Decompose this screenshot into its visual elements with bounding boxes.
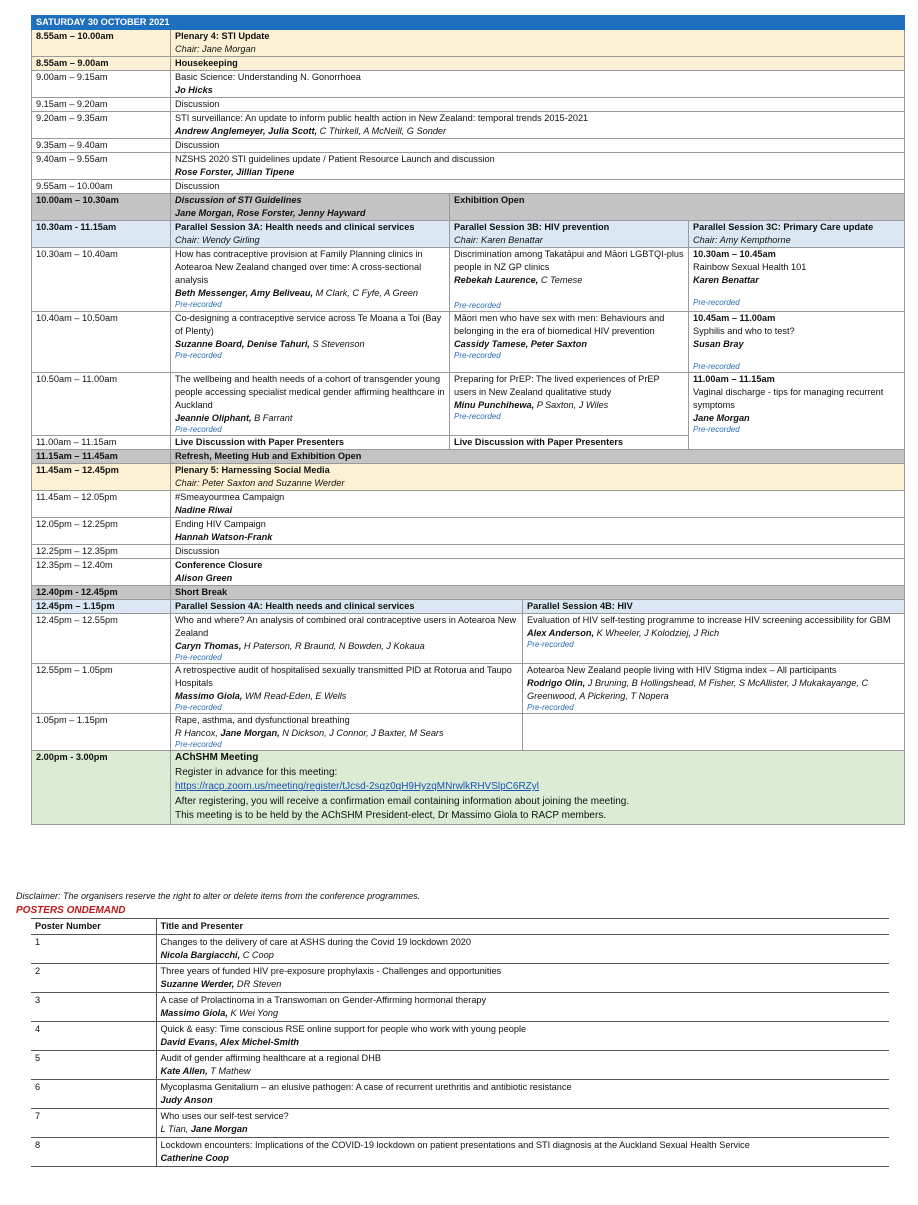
talk-title: Discussion: [171, 545, 905, 559]
talk-coauthors: S Stevenson: [309, 339, 365, 349]
talk-time: 10.40am – 10.50am: [32, 312, 171, 373]
talk-title: Syphilis and who to test?: [693, 326, 795, 336]
talk-presenter: Jane Morgan,: [220, 728, 280, 738]
talk-title: How has contraceptive provision at Family Planning clinics in Aotearoa New Zealand changed over time: A cross-sectional analysis: [175, 249, 423, 285]
talk-time: 12.05pm – 12.25pm: [32, 518, 171, 545]
prerecorded-label: Pre-recorded: [454, 412, 501, 421]
programme-table: [31, 15, 905, 825]
talk-coauthors: R Hancox,: [175, 728, 221, 738]
talk-title: Co-designing a contraceptive service across Te Moana a Toi (Bay of Plenty): [175, 313, 442, 336]
poster-title: Audit of gender affirming healthcare at a regional DHB: [160, 1053, 381, 1063]
poster-title-header: Title and Presenter: [156, 919, 889, 935]
session-3c-title: Parallel Session 3C: Primary Care update: [693, 222, 874, 232]
prerecorded-label: Pre-recorded: [175, 653, 222, 662]
session-3b-chair: Chair: Karen Benattar: [454, 235, 543, 245]
talk-presenter: Rebekah Laurence,: [454, 275, 539, 285]
poster-number: 6: [31, 1080, 156, 1109]
poster-presenter: Suzanne Werder,: [160, 979, 235, 989]
live-discussion-3b: Live Discussion with Paper Presenters: [450, 436, 689, 450]
talk-time: 12.55pm – 1.05pm: [32, 664, 171, 714]
talk-time: 10.45am – 11.00am: [693, 313, 776, 323]
talk-time: 12.35pm – 12.40m: [32, 559, 171, 586]
poster-row: [31, 993, 889, 1022]
talk-title: Rape, asthma, and dysfunctional breathing: [175, 715, 350, 725]
talk-presenter: Caryn Thomas,: [175, 641, 242, 651]
poster-title: Lockdown encounters: Implications of the COVID-19 lockdown on patient presentations and STI diagnosis at the Auckland Sexual Health Service: [160, 1140, 750, 1150]
poster-coauthors: DR Steven: [234, 979, 282, 989]
talk-presenter: Rose Forster, Jillian Tipene: [175, 167, 295, 177]
poster-number-header: Poster Number: [31, 919, 156, 935]
poster-presenter: Catherine Coop: [160, 1153, 229, 1163]
exhibition-label: Exhibition Open: [450, 194, 905, 221]
prerecorded-label: Pre-recorded: [454, 351, 501, 360]
parallel4-header: [32, 600, 905, 614]
session-time: 8.55am – 9.00am: [32, 57, 171, 71]
talk-presenter: Hannah Watson-Frank: [175, 532, 273, 542]
session-title: Plenary 5: Harnessing Social Media: [175, 465, 330, 475]
poster-number: 2: [31, 964, 156, 993]
talk-time: 9.35am – 9.40am: [32, 139, 171, 153]
poster-number: 4: [31, 1022, 156, 1051]
talk-title: Basic Science: Understanding N. Gonorrhoea: [175, 72, 361, 82]
programme-table-wrap: [31, 15, 904, 825]
poster-title: Who uses our self-test service?: [160, 1111, 289, 1121]
poster-title: A case of Prolactinoma in a Transwoman on Gender-Affirming hormonal therapy: [160, 995, 487, 1005]
poster-row: [31, 1080, 889, 1109]
poster-number: 7: [31, 1109, 156, 1138]
session-names: Jane Morgan, Rose Forster, Jenny Hayward: [175, 208, 366, 218]
session-time: 11.15am – 11.45am: [32, 450, 171, 464]
poster-title: Mycoplasma Genitalium – an elusive pathogen: A case of recurrent urethritis and antibiotic resistance: [160, 1082, 572, 1092]
talk-time: 12.25pm – 12.35pm: [32, 545, 171, 559]
session-3c-chair: Chair: Amy Kempthorne: [693, 235, 791, 245]
talk-coauthors: J Bruning, B Hollingshead, M Fisher, S McAllister, J Mukakayange, C Greenwood, A Pickering, T Nopera: [527, 678, 869, 701]
prerecorded-label: Pre-recorded: [527, 640, 574, 649]
refresh-row: [32, 450, 905, 464]
poster-coauthors: L Tian,: [160, 1124, 191, 1134]
poster-number: 1: [31, 935, 156, 964]
prerecorded-label: Pre-recorded: [693, 298, 740, 307]
prerecorded-label: Pre-recorded: [693, 425, 740, 434]
talk-row: [32, 373, 905, 436]
session-chair: Chair: Peter Saxton and Suzanne Werder: [175, 478, 345, 488]
talk-row: [32, 180, 905, 194]
poster-presenter: Judy Anson: [160, 1095, 213, 1105]
talk-row: [32, 112, 905, 139]
talk-time: 11.45am – 12.05pm: [32, 491, 171, 518]
talk-row: [32, 559, 905, 586]
prerecorded-label: Pre-recorded: [175, 300, 222, 309]
poster-row: [31, 964, 889, 993]
talk-title: Discussion: [171, 139, 905, 153]
talk-title: Aotearoa New Zealand people living with HIV Stigma index – All participants: [527, 665, 837, 675]
talk-coauthors: H Paterson, R Braund, N Bowden, J Kokaua: [241, 641, 425, 651]
talk-title: NZSHS 2020 STI guidelines update / Patient Resource Launch and discussion: [175, 154, 495, 164]
talk-time: 9.20am – 9.35am: [32, 112, 171, 139]
poster-row: [31, 1051, 889, 1080]
session-title: Plenary 4: STI Update: [175, 31, 270, 41]
prerecorded-label: Pre-recorded: [454, 301, 501, 310]
talk-presenter: Suzanne Board, Denise Tahuri,: [175, 339, 310, 349]
talk-coauthors: B Farrant: [251, 413, 293, 423]
session-title: Refresh, Meeting Hub and Exhibition Open: [171, 450, 905, 464]
meeting-register-text: Register in advance for this meeting:: [175, 766, 338, 778]
poster-number: 3: [31, 993, 156, 1022]
meeting-host-text: This meeting is to be held by the AChSHM President-elect, Dr Massimo Giola to RACP members.: [175, 810, 607, 821]
talk-coauthors: K Wheeler, J Kolodziej, J Rich: [594, 628, 720, 638]
disclaimer: Disclaimer: The organisers reserve the right to alter or delete items from the conference programmes.: [16, 891, 421, 901]
meeting-row: [32, 751, 905, 825]
talk-title: Who and where? An analysis of combined oral contraceptive users in Aotearoa New Zealand: [175, 615, 517, 638]
talk-time: 9.15am – 9.20am: [32, 98, 171, 112]
talk-title: Rainbow Sexual Health 101: [693, 262, 807, 272]
posters-header-row: [31, 919, 889, 935]
talk-time: 11.00am – 11.15am: [693, 374, 775, 384]
poster-title: Quick & easy: Time conscious RSE online support for people who work with young people: [160, 1024, 527, 1034]
talk-presenter: Beth Messenger, Amy Beliveau,: [175, 288, 314, 298]
prerecorded-label: Pre-recorded: [175, 703, 222, 712]
talk-title: A retrospective audit of hospitalised sexually transmitted PID at Rotorua and Taupo Hospitals: [175, 665, 512, 688]
posters-heading: POSTERS ONDEMAND: [16, 905, 126, 916]
poster-presenter: Jane Morgan: [190, 1124, 248, 1134]
talk-row: [32, 312, 905, 373]
poster-row: [31, 1109, 889, 1138]
session-time: 8.55am – 10.00am: [32, 30, 171, 57]
talk-coauthors: M Clark, C Fyfe, A Green: [313, 288, 419, 298]
meeting-info-text: After registering, you will receive a confirmation email containing information about joining the meeting.: [175, 795, 630, 807]
meeting-title: AChSHM Meeting: [175, 752, 259, 763]
plenary5-row: [32, 464, 905, 491]
prerecorded-label: Pre-recorded: [175, 425, 222, 434]
poster-row: [31, 1022, 889, 1051]
talk-time: 9.55am – 10.00am: [32, 180, 171, 194]
housekeeping-row: [32, 57, 905, 71]
talk-title: Conference Closure: [175, 560, 263, 570]
live-discussion-3a: Live Discussion with Paper Presenters: [171, 436, 450, 450]
poster-presenter: Massimo Giola,: [160, 1008, 228, 1018]
talk-title: Preparing for PrEP: The lived experiences of PrEP users in New Zealand qualitative study: [454, 374, 660, 397]
talk-row: [32, 248, 905, 312]
talk-row: [32, 545, 905, 559]
talk-row: [32, 714, 905, 751]
talk-title: Vaginal discharge - tips for managing recurrent symptoms: [693, 387, 884, 410]
poster-coauthors: C Coop: [240, 950, 274, 960]
poster-coauthors: T Mathew: [207, 1066, 251, 1076]
talk-time: 1.05pm – 1.15pm: [32, 714, 171, 751]
talk-title: Discrimination among Takatāpui and Māori LGBTQI-plus people in NZ GP clinics: [454, 249, 684, 272]
session-time: 12.40pm - 12.45pm: [32, 586, 171, 600]
talk-title: Discussion: [171, 180, 905, 194]
talk-presenter: Jo Hicks: [175, 85, 213, 95]
talk-title: Evaluation of HIV self-testing programme to increase HIV screening accessibility for GBM: [527, 615, 891, 625]
poster-presenter: David Evans, Alex Michel-Smith: [160, 1037, 300, 1047]
talk-time: 10.30am – 10.45am: [693, 249, 776, 259]
talk-row: [32, 664, 905, 714]
session-time: 2.00pm - 3.00pm: [32, 751, 171, 825]
talk-presenter: Alex Anderson,: [527, 628, 595, 638]
talk-presenter: Andrew Anglemeyer, Julia Scott,: [175, 126, 318, 136]
talk-coauthors: P Saxton, J Wiles: [534, 400, 609, 410]
talk-coauthors: C Temese: [538, 275, 583, 285]
talk-presenter: Minu Punchihewa,: [454, 400, 535, 410]
talk-presenter: Alison Green: [175, 573, 233, 583]
session-3b-title: Parallel Session 3B: HIV prevention: [454, 222, 610, 232]
talk-row: [32, 98, 905, 112]
talk-row: [32, 518, 905, 545]
poster-title: Changes to the delivery of care at ASHS during the Covid 19 lockdown 2020: [160, 937, 472, 947]
plenary4-row: [32, 30, 905, 57]
talk-row: [32, 71, 905, 98]
talk-time: 9.40am – 9.55am: [32, 153, 171, 180]
posters-table-wrap: [31, 918, 889, 1167]
talk-row: [32, 139, 905, 153]
session-time: 11.45am – 12.45pm: [32, 464, 171, 491]
talk-time: 9.00am – 9.15am: [32, 71, 171, 98]
session-time: 10.30am - 11.15am: [32, 221, 171, 248]
talk-row: [32, 491, 905, 518]
poster-coauthors: K Wei Yong: [227, 1008, 279, 1018]
prerecorded-label: Pre-recorded: [175, 351, 222, 360]
poster-title: Three years of funded HIV pre-exposure prophylaxis - Challenges and opportunities: [160, 966, 502, 976]
parallel3-header: [32, 221, 905, 248]
session-title: Housekeeping: [171, 57, 905, 71]
talk-presenter: Nadine Riwai: [175, 505, 233, 515]
talk-title: #Smeayourmea Campaign: [175, 492, 285, 502]
talk-coauthors: C Thirkell, A McNeill, G Sonder: [317, 126, 447, 136]
talk-time: 11.00am – 11.15am: [32, 436, 171, 450]
talk-title: The wellbeing and health needs of a cohort of transgender young people accessing specialist medical gender affirming healthcare in Auckland: [175, 374, 445, 410]
session-3a-chair: Chair: Wendy Girling: [175, 235, 260, 245]
session-chair: Chair: Jane Morgan: [175, 44, 256, 54]
talk-title: Discussion: [171, 98, 905, 112]
poster-row: [31, 935, 889, 964]
poster-number: 8: [31, 1138, 156, 1167]
talk-presenter: Rodrigo Olin,: [527, 678, 586, 688]
session-title: Discussion of STI Guidelines: [175, 195, 302, 205]
session-title: Short Break: [171, 586, 905, 600]
talk-coauthors: N Dickson, J Connor, J Baxter, M Sears: [279, 728, 444, 738]
posters-table: [31, 918, 889, 1167]
talk-presenter: Susan Bray: [693, 339, 744, 349]
talk-row: [32, 153, 905, 180]
session-time: 12.45pm – 1.15pm: [32, 600, 171, 614]
talk-presenter: Massimo Giola,: [175, 691, 243, 701]
session-4b-title: Parallel Session 4B: HIV: [523, 600, 905, 614]
talk-title: STI surveillance: An update to inform public health action in New Zealand: temporal trends 2015-2021: [175, 113, 589, 123]
poster-number: 5: [31, 1051, 156, 1080]
day-header: SATURDAY 30 OCTOBER 2021: [32, 16, 905, 30]
talk-presenter: Cassidy Tamese, Peter Saxton: [454, 339, 587, 349]
talk-time: 12.45pm – 12.55pm: [32, 614, 171, 664]
prerecorded-label: Pre-recorded: [527, 703, 574, 712]
session-3a-title: Parallel Session 3A: Health needs and clinical services: [175, 222, 415, 232]
empty-cell: [523, 714, 905, 751]
poster-presenter: Nicola Bargiacchi,: [160, 950, 241, 960]
prerecorded-label: Pre-recorded: [693, 362, 740, 371]
talk-presenter: Jeannie Oliphant,: [175, 413, 252, 423]
poster-presenter: Kate Allen,: [160, 1066, 208, 1076]
talk-time: 10.50am – 11.00am: [32, 373, 171, 436]
session-4a-title: Parallel Session 4A: Health needs and clinical services: [171, 600, 523, 614]
guidelines-row: [32, 194, 905, 221]
prerecorded-label: Pre-recorded: [175, 740, 222, 749]
talk-coauthors: WM Read-Eden, E Wells: [242, 691, 347, 701]
talk-time: 10.30am – 10.40am: [32, 248, 171, 312]
session-time: 10.00am – 10.30am: [32, 194, 171, 221]
talk-title: Māori men who have sex with men: Behaviours and belonging in the era of biomedical HIV prevention: [454, 313, 665, 336]
talk-presenter: Jane Morgan: [693, 413, 750, 423]
talk-title: Ending HIV Campaign: [175, 519, 266, 529]
shortbreak-row: [32, 586, 905, 600]
poster-row: [31, 1138, 889, 1167]
talk-presenter: Karen Benattar: [693, 275, 759, 285]
meeting-register-link[interactable]: https://racp.zoom.us/meeting/register/tJcsd-2sqz0qH9HyzqMNrwlkRHVSlpC6RZyl: [175, 781, 540, 792]
talk-row: [32, 614, 905, 664]
